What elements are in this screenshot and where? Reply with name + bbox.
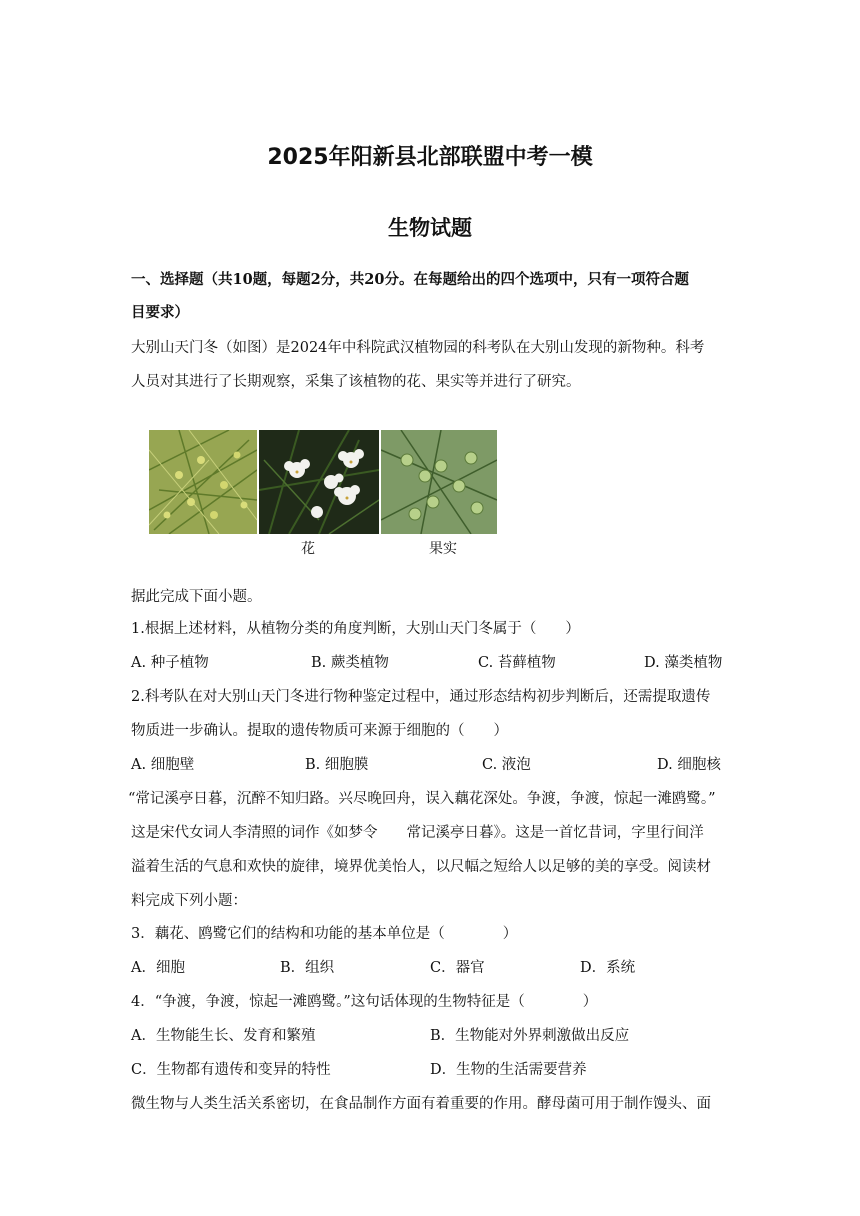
q2-stem-line1: 2.科考队在对大别山天门冬进行物种鉴定过程中，通过形态结构初步判断后，还需提取遗传 [131, 689, 711, 705]
q2-option-c: C. 液泡 [482, 757, 531, 773]
exam-subtitle: 生物试题 [388, 216, 472, 240]
poem-line4: 料完成下列小题： [131, 893, 247, 909]
exam-title: 2025年阳新县北部联盟中考一模 [267, 145, 593, 170]
q3-option-a: A．细胞 [131, 960, 185, 976]
caption-fruit: 果实 [429, 541, 457, 557]
q2-option-d: D. 细胞核 [657, 757, 721, 773]
q1-option-d: D. 藻类植物 [644, 655, 723, 671]
q1-stem: 1.根据上述材料，从植物分类的角度判断，大别山天门冬属于（ ） [131, 621, 580, 637]
poem-line2: 这是宋代女词人李清照的词作《如梦令 常记溪亭日暮》。这是一首忆昔词，字里行间洋 [131, 825, 704, 841]
q3-stem: 3．藕花、鸥鹭它们的结构和功能的基本单位是（ ） [131, 926, 518, 942]
q4-option-b: B．生物能对外界刺激做出反应 [430, 1028, 630, 1044]
intro-line2: 人员对其进行了长期观察，采集了该植物的花、果实等并进行了研究。 [131, 374, 581, 390]
intro-line1: 大别山天门冬（如图）是2024年中科院武汉植物园的科考队在大别山发现的新物种。科考 [131, 340, 705, 356]
q4-stem: 4．“争渡，争渡，惊起一滩鸥鹭。”这句话体现的生物特征是（ ） [131, 994, 598, 1010]
plant-stem-photo [149, 430, 257, 534]
closing-line1: 微生物与人类生活关系密切，在食品制作方面有着重要的作用。酵母菌可用于制作馒头、面 [131, 1096, 711, 1112]
section-heading-line2: 目要求） [131, 304, 189, 321]
section-heading-line1: 一、选择题（共10题，每题2分，共20分。在每题给出的四个选项中，只有一项符合题 [131, 271, 689, 288]
plant-figure [149, 430, 497, 558]
after-figure-text: 据此完成下面小题。 [131, 589, 262, 605]
q2-option-a: A. 细胞壁 [131, 757, 195, 773]
q3-option-d: D．系统 [580, 960, 636, 976]
q1-option-a: A. 种子植物 [131, 655, 209, 671]
q3-option-c: C．器官 [430, 960, 485, 976]
plant-flower-photo [259, 430, 379, 534]
q4-option-d: D．生物的生活需要营养 [430, 1062, 587, 1078]
q1-option-c: C. 苔藓植物 [478, 655, 556, 671]
q4-option-a: A．生物能生长、发育和繁殖 [131, 1028, 316, 1044]
poem-line1: “常记溪亭日暮，沉醉不知归路。兴尽晚回舟，误入藕花深处。争渡，争渡，惊起一滩鸥鹭。” [128, 791, 716, 807]
q4-option-c: C．生物都有遗传和变异的特性 [131, 1062, 331, 1078]
q2-option-b: B. 细胞膜 [305, 757, 369, 773]
caption-flower: 花 [301, 541, 315, 557]
q2-stem-line2: 物质进一步确认。提取的遗传物质可来源于细胞的（ ） [131, 723, 508, 739]
q1-option-b: B. 蕨类植物 [311, 655, 389, 671]
poem-line3: 溢着生活的气息和欢快的旋律，境界优美怡人，以尺幅之短给人以足够的美的享受。阅读材 [131, 859, 711, 875]
plant-fruit-photo [381, 430, 497, 534]
q3-option-b: B．组织 [280, 960, 335, 976]
